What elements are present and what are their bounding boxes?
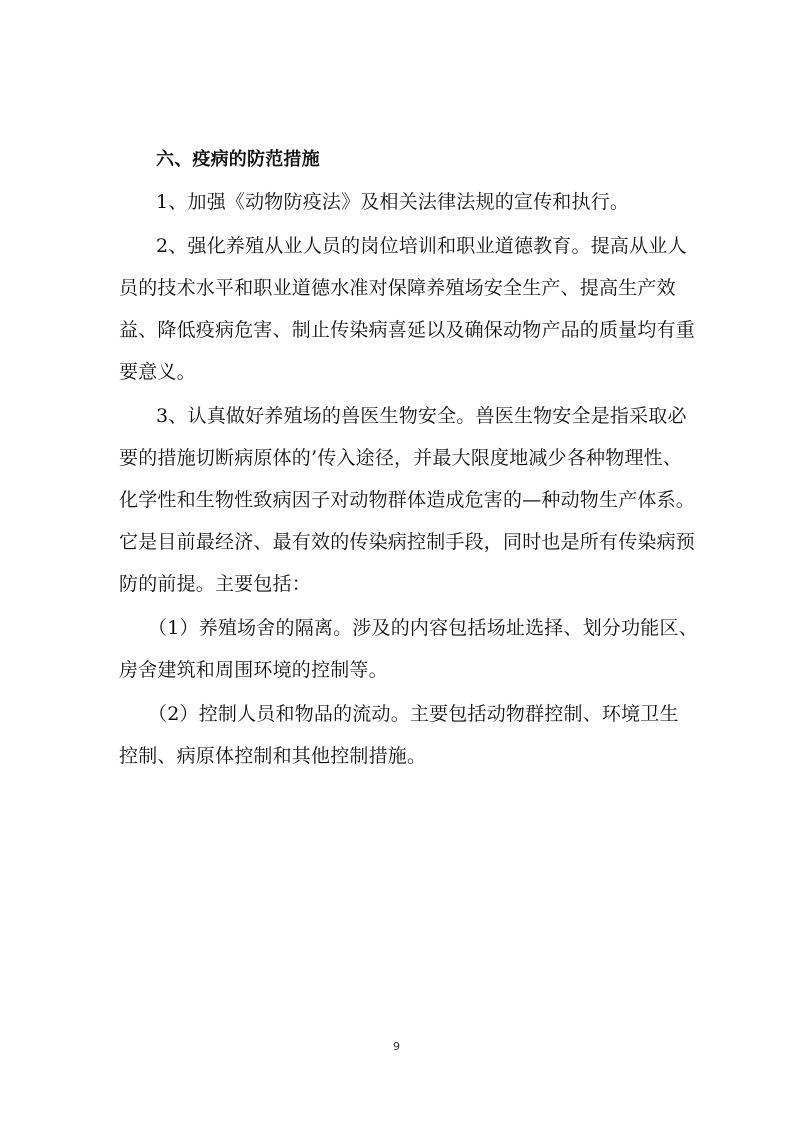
item-1-line-2: 房舍建筑和周围环境的控制等。: [119, 659, 388, 681]
item-2-line-2: 控制、病原体控制和其他控制措施。: [119, 745, 427, 767]
paragraph-2-line-4: 要意义。: [119, 361, 196, 383]
page-number: 9: [393, 1040, 400, 1053]
paragraph-2-line-2: 员的技术水平和职业道德水准对保障养殖场安全生产、提高生产效: [119, 277, 676, 299]
paragraph-3-line-3: 化学性和生物性致病因子对动物群体造成危害的—种动物生产体系。: [119, 489, 696, 511]
paragraph-3-line-2: 要的措施切断病原体的’传入途径，并最大限度地减少各种物理性、: [119, 447, 683, 469]
paragraph-3-line-1: 3、认真做好养殖场的兽医生物安全。兽医生物安全是指采取必: [156, 405, 687, 427]
paragraph-2-line-3: 益、降低疫病危害、制止传染病喜延以及确保动物产品的质量均有重: [119, 319, 696, 341]
section-heading: 六、疫病的防范措施: [156, 149, 320, 170]
paragraph-1-line-1: 1、加强《动物防疫法》及相关法律法规的宣传和执行。: [156, 191, 630, 213]
paragraph-3-line-4: 它是目前最经济、最有效的传染病控制手段，同时也是所有传染病预: [119, 531, 696, 553]
item-2-line-1: （2）控制人员和物品的流动。主要包括动物群控制、环境卫生: [148, 703, 679, 725]
item-1-line-1: （1）养殖场舍的隔离。涉及的内容包括场址选择、划分功能区、: [148, 617, 698, 639]
paragraph-2-line-1: 2、强化养殖从业人员的岗位培训和职业道德教育。提高从业人: [156, 235, 687, 257]
paragraph-3-line-5: 防的前提。主要包括：: [119, 573, 312, 595]
